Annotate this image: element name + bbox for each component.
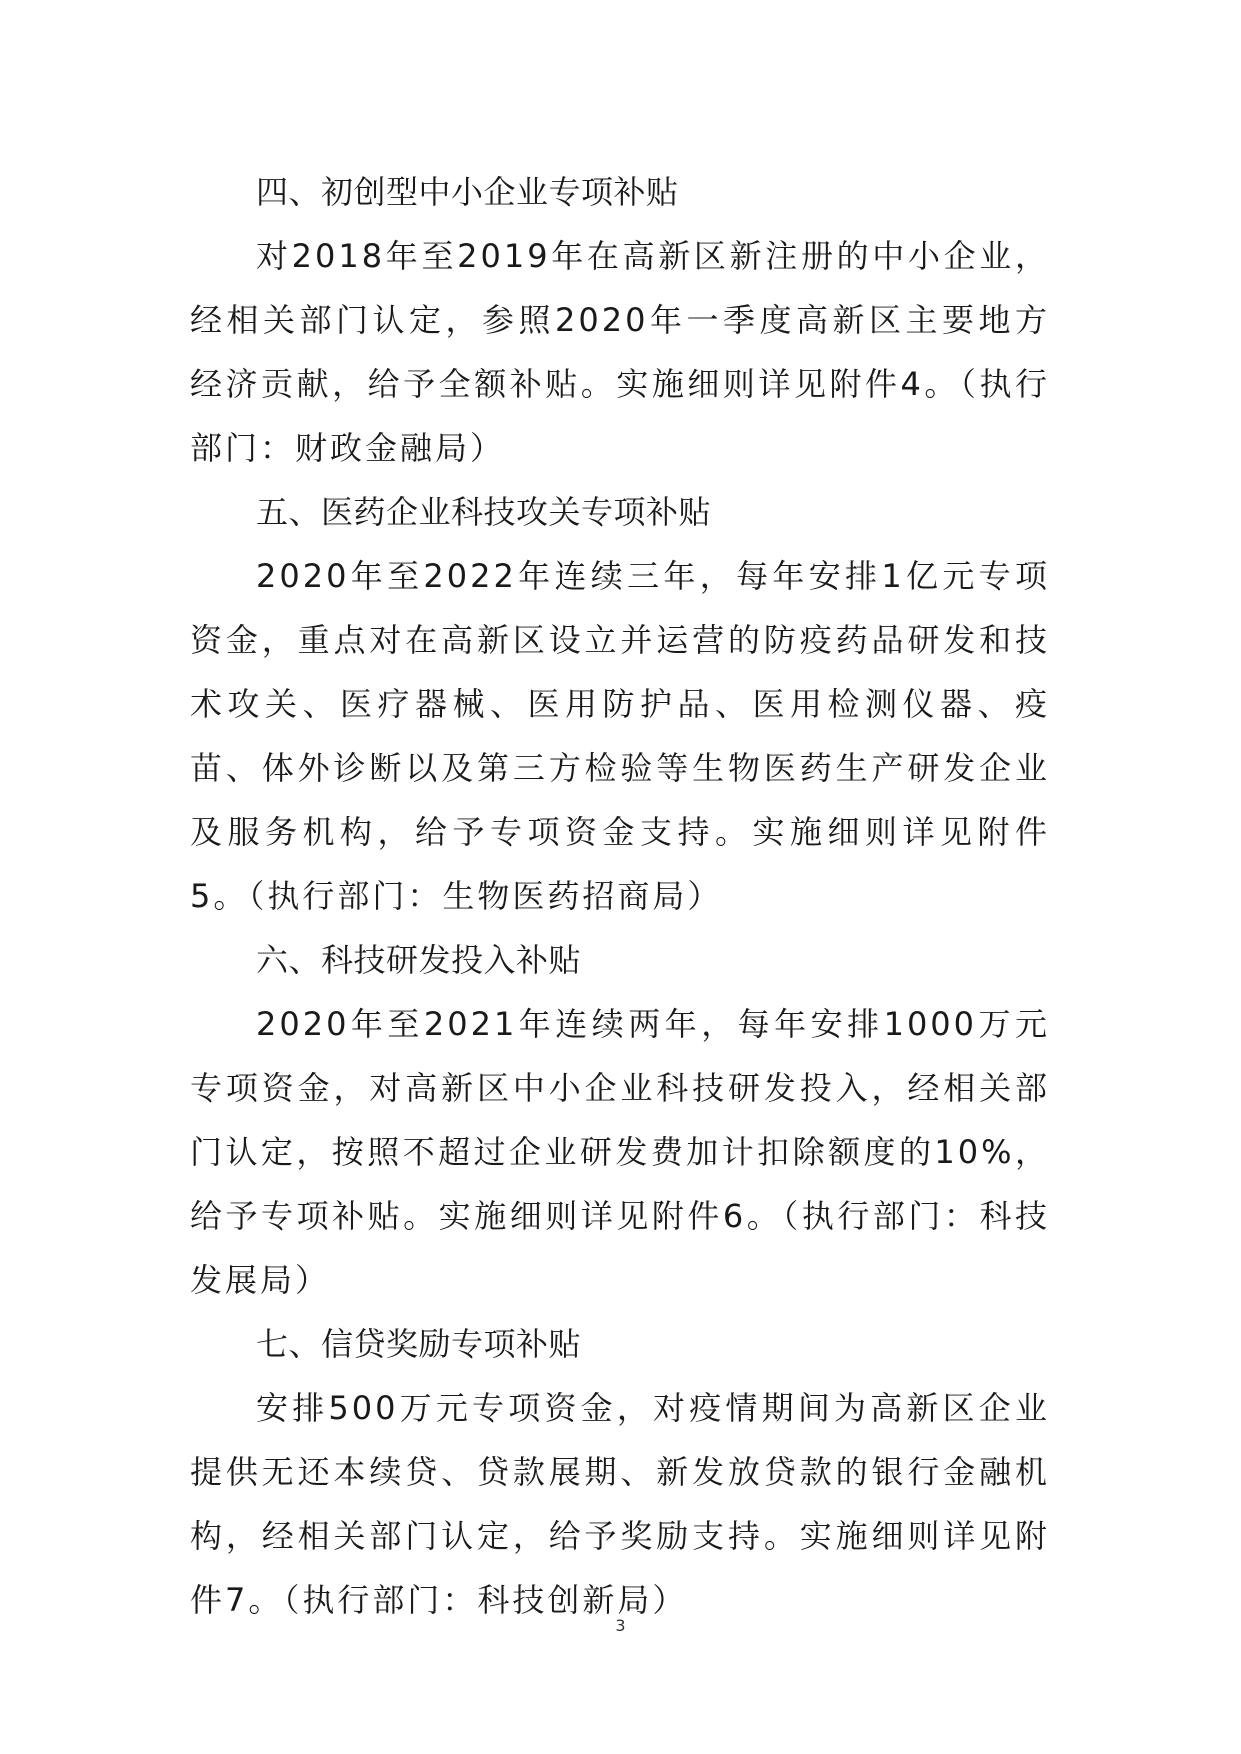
- section-body-7: 安排500万元专项资金，对疫情期间为高新区企业提供无还本续贷、贷款展期、新发放贷款的银行金融机构，经相关部门认定，给予奖励支持。实施细则详见附件7。（执行部门：科技创新局）: [190, 1389, 1050, 1619]
- section-body-4: 对2018年至2019年在高新区新注册的中小企业，经相关部门认定，参照2020年一季度高新区主要地方经济贡献，给予全额补贴。实施细则详见附件4。（执行部门：财政金融局）: [190, 237, 1050, 467]
- section-body-6: 2020年至2021年连续两年，每年安排1000万元专项资金，对高新区中小企业科技研发投入，经相关部门认定，按照不超过企业研发费加计扣除额度的10%，给予专项补贴。实施细则详见附件6。（执行部门：科技发展局）: [190, 1005, 1050, 1299]
- section-heading-7: 七、信贷奖励专项补贴: [256, 1325, 582, 1363]
- section-body-5: 2020年至2022年连续三年，每年安排1亿元专项资金，重点对在高新区设立并运营的防疫药品研发和技术攻关、医疗器械、医用防护品、医用检测仪器、疫苗、体外诊断以及第三方检验等生物医药生产研发企业及服务机构，给予专项资金支持。实施细则详见附件5。（执行部门：生物医药招商局）: [190, 557, 1050, 915]
- section-heading-6: 六、科技研发投入补贴: [256, 941, 582, 979]
- section-heading-4: 四、初创型中小企业专项补贴: [256, 173, 679, 211]
- page-number: 3: [615, 1616, 626, 1635]
- section-heading-5: 五、医药企业科技攻关专项补贴: [256, 493, 712, 531]
- document-body: [190, 160, 1050, 1632]
